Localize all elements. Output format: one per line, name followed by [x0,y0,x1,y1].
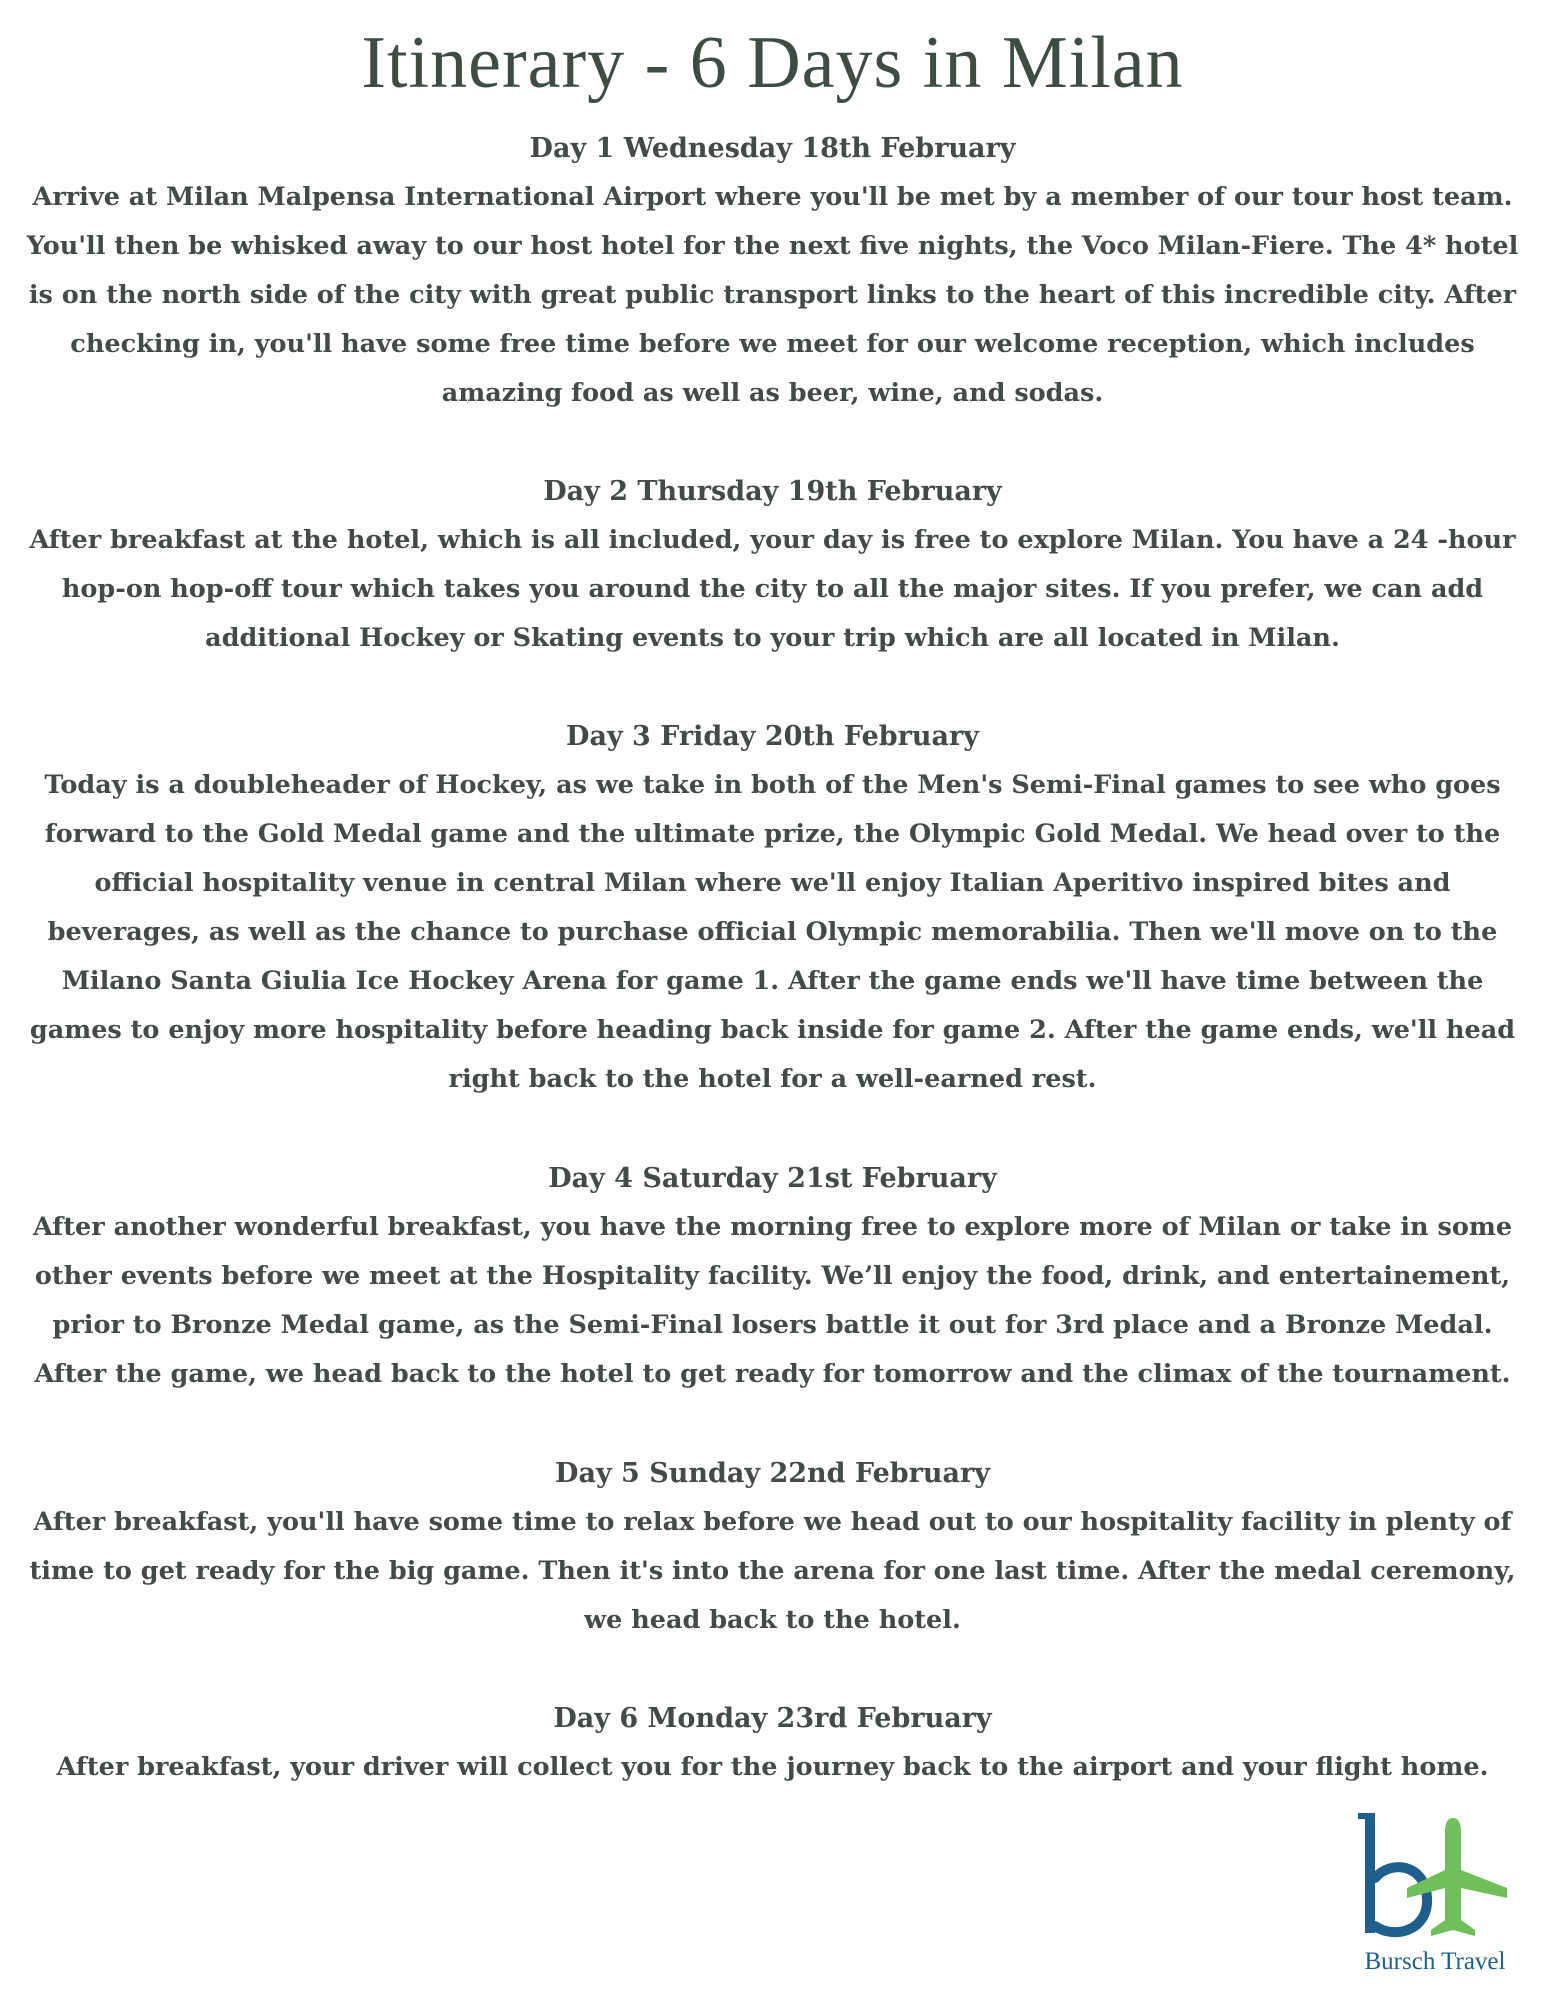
day-section-5 [22,1449,1523,1645]
day-section-6 [22,1694,1523,1792]
day-heading: Day 5 Sunday 22nd February [555,1458,990,1489]
day-description: After breakfast, you'll have some time to relax before we head out to our hospitality facility in plenty of time to get ready for the big game. Then it's into the arena for one last time. After the medal ceremony, we head back to the hotel. [29,1507,1516,1635]
day-description: Today is a doubleheader of Hockey, as we take in both of the Men's Semi-Final games to see who goes forward to the Gold Medal game and the ultimate prize, the Olympic Gold Medal. We head over to the official hospitality venue in central Milan where we'll enjoy Italian Aperitivo inspired bites and beverages, as well as the chance to purchase official Olympic memorabilia. Then we'll move on to the Milano Santa Giulia Ice Hockey Arena for game 1. After the game ends we'll have time between the games to enjoy more hospitality before heading back inside for game 2. After the game ends, we'll head right back to the hotel for a well-earned rest. [29,770,1516,1094]
page-title: Itinerary - 6 Days in Milan [361,22,1184,104]
day-section-3 [22,712,1523,1104]
logo-brand-name: Bursch Travel [1364,1948,1506,1975]
day-description: Arrive at Milan Malpensa International Airport where you'll be met by a member of our tour host team. You'll then be whisked away to our host hotel for the next five nights, the Voco Milan-Fiere. The 4* hotel is on the north side of the city with great public transport links to the heart of this incredible city. After checking in, you'll have some free time before we meet for our welcome reception, which includes amazing food as well as beer, wine, and sodas. [26,182,1519,408]
day-description: After another wonderful breakfast, you have the morning free to explore more of Milan or take in some other events before we meet at the Hospitality facility. We’ll enjoy the food, drink, and entertainement, prior to Bronze Medal game, as the Semi-Final losers battle it out for 3rd place and a Bronze Medal. After the game, we head back to the hotel to get ready for tomorrow and the climax of the tournament. [32,1212,1513,1389]
day-heading: Day 3 Friday 20th February [566,721,979,752]
day-section-4 [22,1154,1523,1399]
day-section-1 [22,124,1523,418]
day-section-2 [22,467,1523,663]
bursch-travel-logo [1345,1808,1525,1983]
day-heading: Day 4 Saturday 21st February [548,1163,997,1194]
day-heading: Day 1 Wednesday 18th February [529,133,1016,164]
letter-b-mark [1358,1813,1427,1933]
day-heading: Day 2 Thursday 19th February [543,476,1002,507]
logo-mark [1345,1808,1525,1948]
day-description: After breakfast, your driver will collect you for the journey back to the airport and your flight home. [56,1752,1489,1782]
day-description: After breakfast at the hotel, which is all included, your day is free to explore Milan. You have a 24 -hour hop-on hop-off tour which takes you around the city to all the major sites. If you prefer, we can add additional Hockey or Skating events to your trip which are all located in Milan. [29,525,1516,653]
day-heading: Day 6 Monday 23rd February [553,1703,992,1734]
